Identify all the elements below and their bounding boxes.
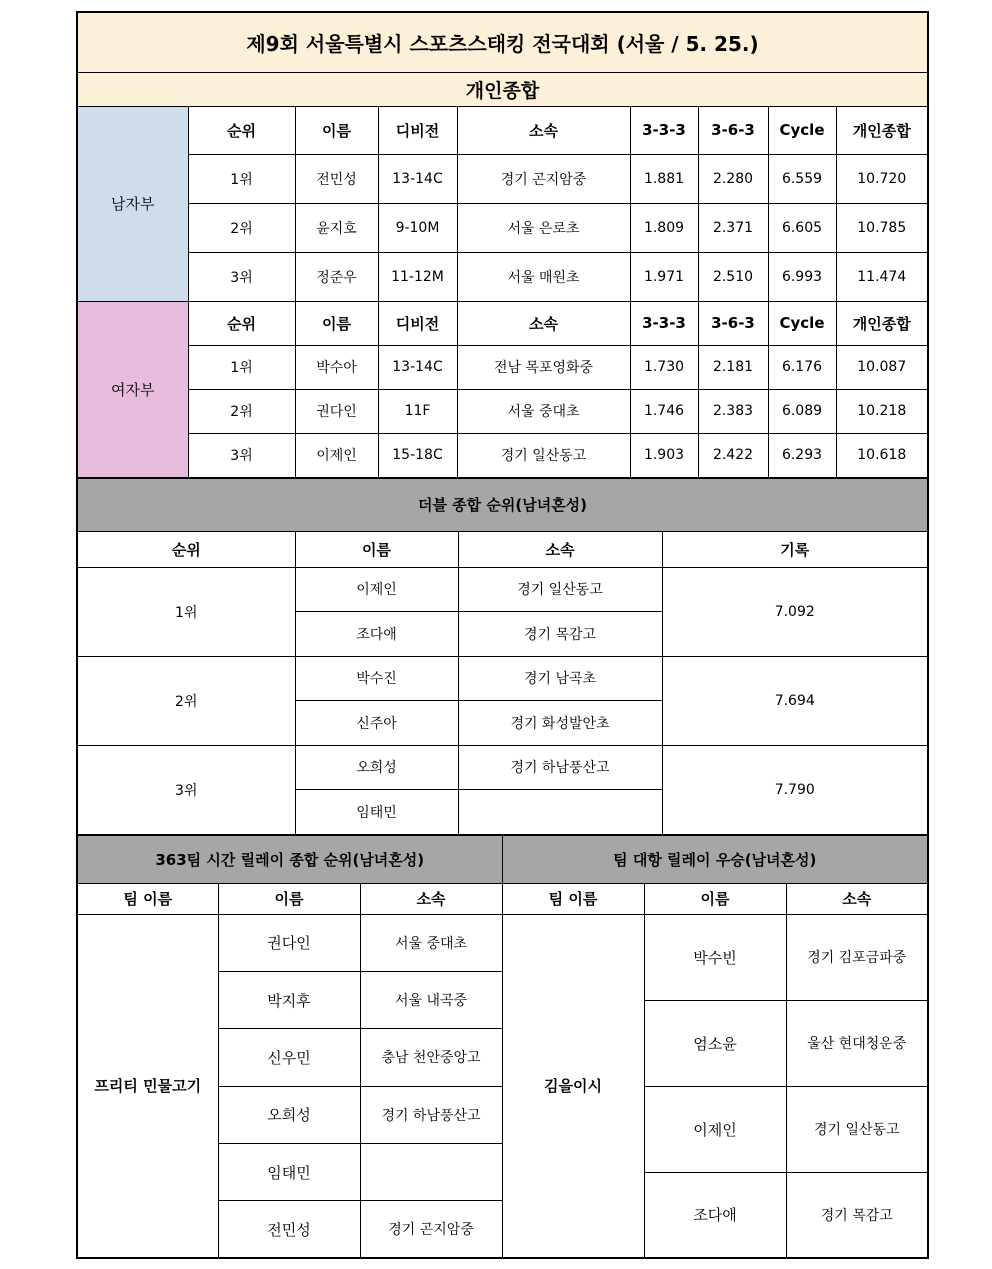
- male-cell-cycle: 6.993: [768, 252, 836, 301]
- relay363-member-affiliation: 충남 천안중앙고: [360, 1029, 502, 1086]
- male-cell-rank: 1위: [188, 154, 295, 203]
- doubles-header-rank: 순위: [77, 531, 295, 567]
- doubles-record: 7.092: [662, 567, 928, 656]
- female-result-row: [77, 433, 928, 477]
- doubles-header-affiliation: 소속: [458, 531, 662, 567]
- male-cell-363: 2.371: [698, 203, 768, 252]
- female-cell-363: 2.181: [698, 345, 768, 389]
- male-header-name: 이름: [295, 106, 378, 154]
- doubles-header-record: 기록: [662, 531, 928, 567]
- male-cell-363: 2.510: [698, 252, 768, 301]
- doubles-member-affiliation: 경기 화성발안초: [458, 700, 662, 745]
- results-sheet: [76, 11, 927, 1259]
- male-cell-name: 전민성: [295, 154, 378, 203]
- male-result-row: [77, 154, 928, 203]
- team-relay-member-affiliation: 경기 목감고: [786, 1172, 928, 1258]
- female-cell-333: 1.746: [630, 389, 698, 433]
- female-cell-rank: 3위: [188, 433, 295, 477]
- female-header-division: 디비전: [378, 301, 457, 345]
- female-cell-affiliation: 전남 목포영화중: [457, 345, 630, 389]
- female-cell-363: 2.383: [698, 389, 768, 433]
- team-relay-header-team: 팀 이름: [502, 883, 644, 914]
- relay363-member-name: 전민성: [218, 1201, 360, 1258]
- female-cell-cycle: 6.293: [768, 433, 836, 477]
- male-cell-name: 정준우: [295, 252, 378, 301]
- male-cell-affiliation: 경기 곤지암중: [457, 154, 630, 203]
- doubles-record: 7.694: [662, 656, 928, 745]
- female-cell-name: 박수아: [295, 345, 378, 389]
- team-relay-member-name: 이제인: [644, 1086, 786, 1172]
- team-relay-member-affiliation: 경기 일산동고: [786, 1086, 928, 1172]
- team-relay-member-affiliation: 경기 김포금파중: [786, 914, 928, 1000]
- doubles-member-affiliation: 경기 남곡초: [458, 656, 662, 700]
- relay363-member-affiliation: 경기 곤지암중: [360, 1201, 502, 1258]
- relay363-member-affiliation: [360, 1144, 502, 1201]
- team-relay-member-name: 조다애: [644, 1172, 786, 1258]
- relay-table: [76, 835, 929, 1260]
- doubles-record: 7.790: [662, 745, 928, 834]
- male-cell-division: 11-12M: [378, 252, 457, 301]
- team-relay-member-affiliation: 울산 현대청운중: [786, 1000, 928, 1086]
- female-cell-name: 권다인: [295, 389, 378, 433]
- female-cell-cycle: 6.089: [768, 389, 836, 433]
- male-header-rank: 순위: [188, 106, 295, 154]
- female-cell-333: 1.903: [630, 433, 698, 477]
- relay363-header-affiliation: 소속: [360, 883, 502, 914]
- male-header-affiliation: 소속: [457, 106, 630, 154]
- team-relay-section-title: 팀 대항 릴레이 우승(남녀혼성): [502, 835, 928, 883]
- doubles-rank: 3위: [77, 745, 295, 834]
- male-header-division: 디비전: [378, 106, 457, 154]
- team-relay-header-affiliation: 소속: [786, 883, 928, 914]
- doubles-member-name: 신주아: [295, 700, 458, 745]
- male-header-363: 3-6-3: [698, 106, 768, 154]
- female-cell-rank: 2위: [188, 389, 295, 433]
- female-cell-name: 이제인: [295, 433, 378, 477]
- relay363-member-affiliation: 경기 하남풍산고: [360, 1086, 502, 1143]
- doubles-member-affiliation: [458, 789, 662, 834]
- team-relay-member-name: 엄소윤: [644, 1000, 786, 1086]
- male-cell-333: 1.809: [630, 203, 698, 252]
- female-header-name: 이름: [295, 301, 378, 345]
- doubles-table: [76, 478, 929, 835]
- female-header-rank: 순위: [188, 301, 295, 345]
- female-header-cycle: Cycle: [768, 301, 836, 345]
- doubles-member-affiliation: 경기 일산동고: [458, 567, 662, 611]
- team-relay-member-name: 박수빈: [644, 914, 786, 1000]
- male-cell-division: 13-14C: [378, 154, 457, 203]
- male-header-total: 개인종합: [836, 106, 928, 154]
- female-cell-363: 2.422: [698, 433, 768, 477]
- relay363-member-name: 권다인: [218, 914, 360, 971]
- female-cell-cycle: 6.176: [768, 345, 836, 389]
- team-relay-header-name: 이름: [644, 883, 786, 914]
- female-cell-rank: 1위: [188, 345, 295, 389]
- male-result-row: [77, 252, 928, 301]
- female-cell-total: 10.618: [836, 433, 928, 477]
- doubles-member-name: 조다애: [295, 611, 458, 656]
- male-cell-363: 2.280: [698, 154, 768, 203]
- doubles-row: [77, 656, 928, 700]
- male-group-label: 남자부: [77, 106, 188, 301]
- male-cell-cycle: 6.605: [768, 203, 836, 252]
- female-cell-division: 11F: [378, 389, 457, 433]
- doubles-row: [77, 567, 928, 611]
- male-cell-cycle: 6.559: [768, 154, 836, 203]
- female-header-total: 개인종합: [836, 301, 928, 345]
- doubles-rank: 2위: [77, 656, 295, 745]
- team-relay-team-name: 김을이시: [502, 914, 644, 1258]
- female-header-363: 3-6-3: [698, 301, 768, 345]
- female-cell-333: 1.730: [630, 345, 698, 389]
- female-cell-division: 13-14C: [378, 345, 457, 389]
- male-cell-total: 10.785: [836, 203, 928, 252]
- female-cell-total: 10.218: [836, 389, 928, 433]
- female-header-affiliation: 소속: [457, 301, 630, 345]
- male-cell-name: 윤지호: [295, 203, 378, 252]
- relay363-member-name: 신우민: [218, 1029, 360, 1086]
- page-title: 제9회 서울특별시 스포츠스태킹 전국대회 (서울 / 5. 25.): [77, 12, 928, 72]
- male-cell-division: 9-10M: [378, 203, 457, 252]
- doubles-row: [77, 745, 928, 789]
- female-cell-affiliation: 서울 중대초: [457, 389, 630, 433]
- male-cell-total: 11.474: [836, 252, 928, 301]
- doubles-header-name: 이름: [295, 531, 458, 567]
- relay363-member-name: 임태민: [218, 1144, 360, 1201]
- relay363-member-name: 오희성: [218, 1086, 360, 1143]
- female-cell-affiliation: 경기 일산동고: [457, 433, 630, 477]
- female-header-333: 3-3-3: [630, 301, 698, 345]
- male-cell-333: 1.881: [630, 154, 698, 203]
- relay363-member-name: 박지후: [218, 971, 360, 1028]
- individual-section-title: 개인종합: [77, 72, 928, 106]
- doubles-section-title: 더블 종합 순위(남녀혼성): [77, 478, 928, 531]
- relay363-header-name: 이름: [218, 883, 360, 914]
- relay363-team-name: 프리티 민물고기: [77, 914, 218, 1258]
- individual-table: [76, 11, 929, 478]
- male-result-row: [77, 203, 928, 252]
- doubles-member-affiliation: 경기 하남풍산고: [458, 745, 662, 789]
- male-cell-affiliation: 서울 매원초: [457, 252, 630, 301]
- female-result-row: [77, 345, 928, 389]
- female-group-label: 여자부: [77, 301, 188, 477]
- doubles-member-affiliation: 경기 목감고: [458, 611, 662, 656]
- doubles-rank: 1위: [77, 567, 295, 656]
- female-cell-total: 10.087: [836, 345, 928, 389]
- relay363-member-affiliation: 서울 내곡중: [360, 971, 502, 1028]
- male-cell-affiliation: 서울 은로초: [457, 203, 630, 252]
- male-cell-rank: 3위: [188, 252, 295, 301]
- relay363-member-affiliation: 서울 중대초: [360, 914, 502, 971]
- doubles-member-name: 오희성: [295, 745, 458, 789]
- male-header-cycle: Cycle: [768, 106, 836, 154]
- female-result-row: [77, 389, 928, 433]
- male-cell-total: 10.720: [836, 154, 928, 203]
- relay363-section-title: 363팀 시간 릴레이 종합 순위(남녀혼성): [77, 835, 502, 883]
- doubles-member-name: 임태민: [295, 789, 458, 834]
- relay363-header-team: 팀 이름: [77, 883, 218, 914]
- doubles-member-name: 박수진: [295, 656, 458, 700]
- male-cell-333: 1.971: [630, 252, 698, 301]
- doubles-member-name: 이제인: [295, 567, 458, 611]
- male-cell-rank: 2위: [188, 203, 295, 252]
- male-header-333: 3-3-3: [630, 106, 698, 154]
- female-cell-division: 15-18C: [378, 433, 457, 477]
